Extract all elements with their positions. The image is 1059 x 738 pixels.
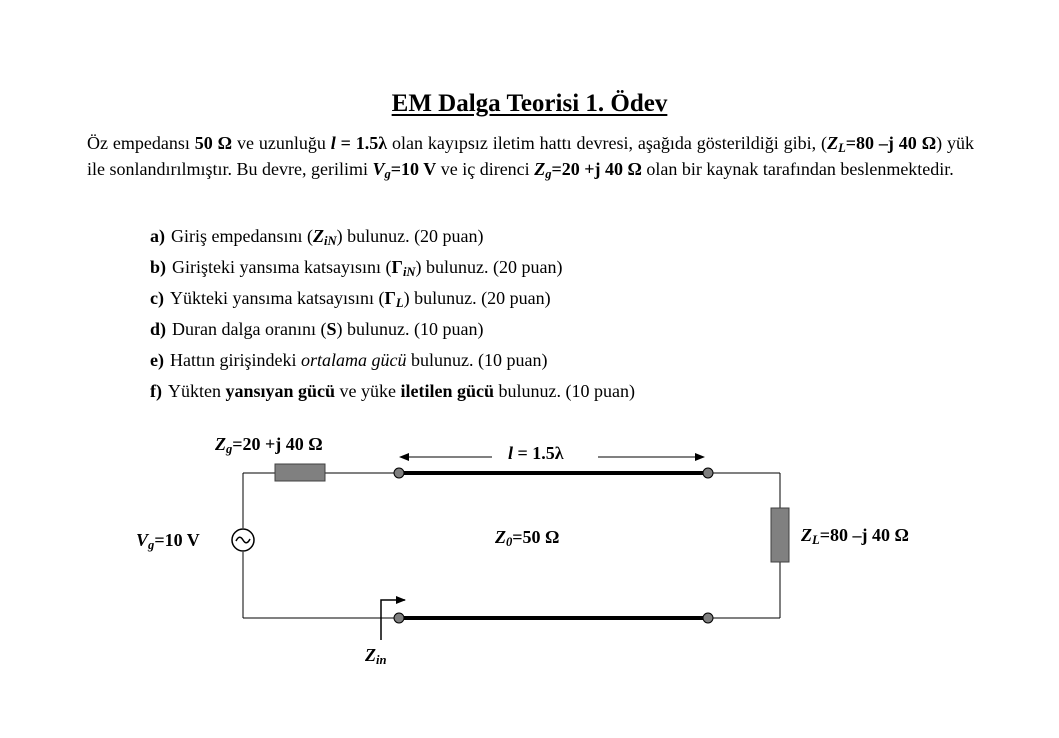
length-symbol: l: [330, 133, 336, 153]
z0-symbol: Z: [495, 527, 506, 547]
z0-value: =50 Ω: [512, 527, 560, 547]
question-text: bulunuz. (10 puan): [494, 381, 635, 401]
question-text: Yükteki yansıma katsayısını (: [169, 288, 385, 308]
question-text: bulunuz. (10 puan): [406, 350, 548, 370]
vg-subscript: g: [384, 167, 391, 182]
question-label: e): [150, 350, 164, 370]
zg-subscript: g: [226, 442, 233, 457]
zl-value: =80 –j 40 Ω: [819, 525, 909, 545]
zl-label: [801, 525, 909, 546]
zg-symbol: Z: [215, 434, 226, 454]
zl-subscript: L: [812, 533, 820, 548]
terminal-node: [394, 468, 404, 478]
question-text: Yükten: [168, 381, 226, 401]
zin-label: [365, 645, 387, 666]
zin-subscript: iN: [323, 234, 337, 249]
zin-symbol: Z: [365, 645, 376, 665]
gamma-l-subscript: L: [395, 296, 404, 311]
zg-value: =20 +j 40 Ω: [551, 159, 642, 179]
terminal-node: [394, 613, 404, 623]
terminal-node: [703, 613, 713, 623]
zl-symbol: Z: [827, 133, 839, 153]
zl-symbol: Z: [801, 525, 812, 545]
vg-symbol: V: [136, 530, 149, 550]
question-text: Duran dalga oranını (: [172, 319, 327, 339]
question-label: b): [150, 257, 167, 277]
vg-label: [136, 530, 200, 551]
intro-text: ) yük ile sonlandırılmıştır. Bu devre, gerilimi: [87, 133, 974, 179]
zin-subscript: in: [376, 653, 387, 668]
question-text: Girişteki yansıma katsayısını (: [172, 257, 392, 277]
question-text: Hattın girişindeki: [169, 350, 301, 370]
zl-subscript: L: [838, 141, 846, 156]
question-text: ) bulunuz. (20 puan): [403, 288, 551, 308]
length-symbol: l: [508, 443, 514, 463]
question-text: ) bulunuz. (20 puan): [415, 257, 563, 277]
load-impedance-resistor: [771, 508, 789, 562]
swr-symbol: S: [326, 319, 337, 339]
z0-value: 50 Ω: [194, 133, 233, 153]
zg-symbol: Z: [534, 159, 546, 179]
question-label: f): [150, 381, 162, 401]
intro-text: olan kayıpsız iletim hattı devresi, aşağıda gösterildiği gibi, (: [387, 133, 828, 153]
question-label: a): [150, 226, 165, 246]
length-label: [508, 443, 564, 464]
vg-symbol: V: [372, 159, 385, 179]
question-label: d): [150, 319, 167, 339]
length-value: = 1.5λ: [335, 133, 388, 153]
intro-text: olan bir kaynak tarafından beslenmektedir.: [641, 159, 954, 179]
zl-value: =80 –j 40 Ω: [845, 133, 937, 153]
vg-value: =10 V: [154, 530, 200, 550]
page-title: EM Dalga Teorisi 1. Ödev: [391, 90, 668, 117]
gamma-in-subscript: iN: [402, 265, 416, 280]
voltage-source-icon: [232, 529, 254, 551]
source-impedance-resistor: [275, 464, 325, 481]
zg-value: =20 +j 40 Ω: [232, 434, 323, 454]
emphasis-text: iletilen gücü: [400, 381, 495, 401]
z0-subscript: 0: [506, 535, 513, 550]
emphasis-text: ortalama gücü: [300, 350, 407, 370]
zin-symbol: Z: [312, 226, 324, 246]
intro-text: ve uzunluğu: [232, 133, 331, 153]
question-text: ) bulunuz. (10 puan): [336, 319, 484, 339]
vg-subscript: g: [148, 538, 155, 553]
question-text: ) bulunuz. (20 puan): [336, 226, 484, 246]
terminal-node: [703, 468, 713, 478]
question-text: Giriş empedansını (: [171, 226, 313, 246]
length-value: = 1.5λ: [513, 443, 564, 463]
z0-label: [495, 527, 559, 548]
zg-label: [215, 434, 323, 455]
question-label: c): [150, 288, 164, 308]
gamma-in-symbol: Γ: [391, 257, 403, 277]
intro-text: Öz empedansı: [87, 133, 195, 153]
question-text: ve yüke: [335, 381, 401, 401]
vg-value: =10 V: [390, 159, 437, 179]
zg-subscript: g: [545, 167, 552, 182]
gamma-l-symbol: Γ: [384, 288, 396, 308]
emphasis-text: yansıyan gücü: [225, 381, 336, 401]
intro-text: ve iç direnci: [436, 159, 535, 179]
